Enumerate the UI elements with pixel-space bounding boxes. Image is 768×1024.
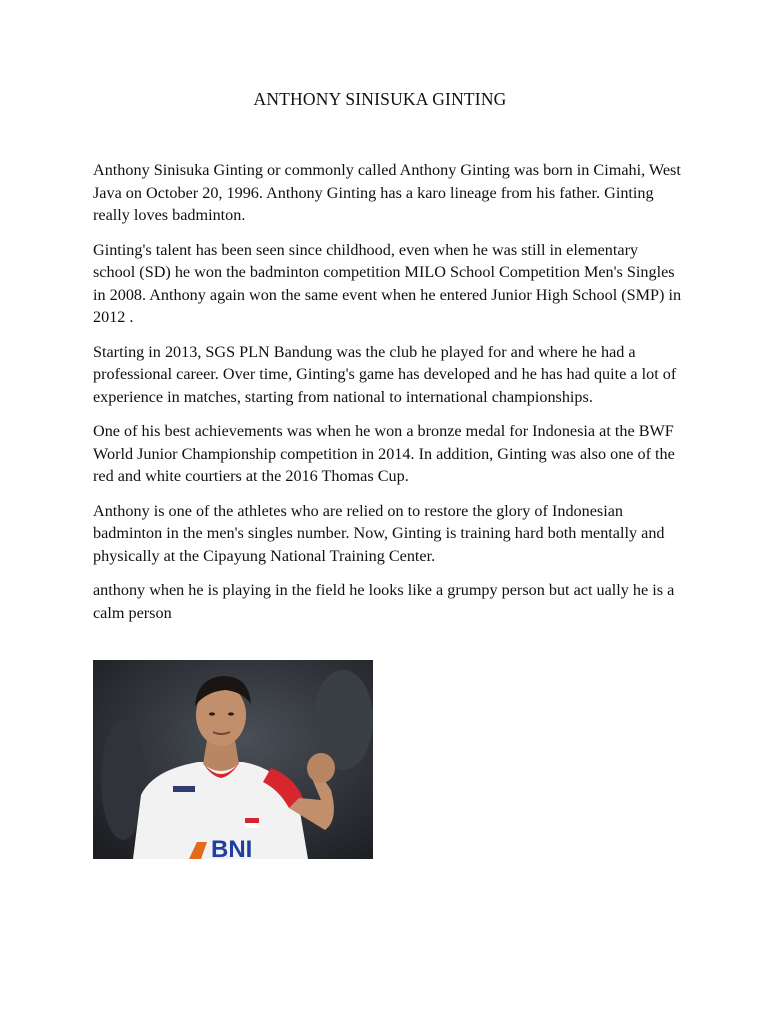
athlete-photo-illustration (93, 660, 373, 859)
paragraph-childhood: Ginting's talent has been seen since childhood, even when he was still in elementary school (SD) he won the badminton competition MILO School Competition Men's Singles in 2008. Anthony again won the same event when he entered Junior High School (SMP) in 2012 . (93, 240, 682, 326)
document-body (93, 159, 683, 636)
paragraph-training: Anthony is one of the athletes who are relied on to restore the glory of Indonesian badminton in the men's singles number. Now, Ginting is training hard both mentally and physically at the Cipayung National Training Center. (93, 501, 665, 565)
paragraph-achievements: One of his best achievements was when he won a bronze medal for Indonesia at the BWF World Junior Championship competition in 2014. In addition, Ginting was also one of the red and white courtiers at the 2016 Thomas Cup. (93, 422, 675, 485)
athlete-photo (93, 660, 373, 859)
paragraph-birth: Anthony Sinisuka Ginting or commonly called Anthony Ginting was born in Cimahi, West Java on October 20, 1996. Anthony Ginting has a karo lineage from his father. Ginting really loves badminton. (93, 161, 681, 224)
paragraph-career: Starting in 2013, SGS PLN Bandung was the club he played for and where he had a professional career. Over time, Ginting's game has developed and he has had quite a lot of experience in matches, starting from national to international championships. (93, 342, 677, 406)
jersey-sponsor-text: BNI (211, 836, 253, 859)
document-title: ANTHONY SINISUKA GINTING (253, 89, 507, 109)
paragraph-personality: anthony when he is playing in the field he looks like a grumpy person but act ually he is a calm person (93, 581, 675, 622)
